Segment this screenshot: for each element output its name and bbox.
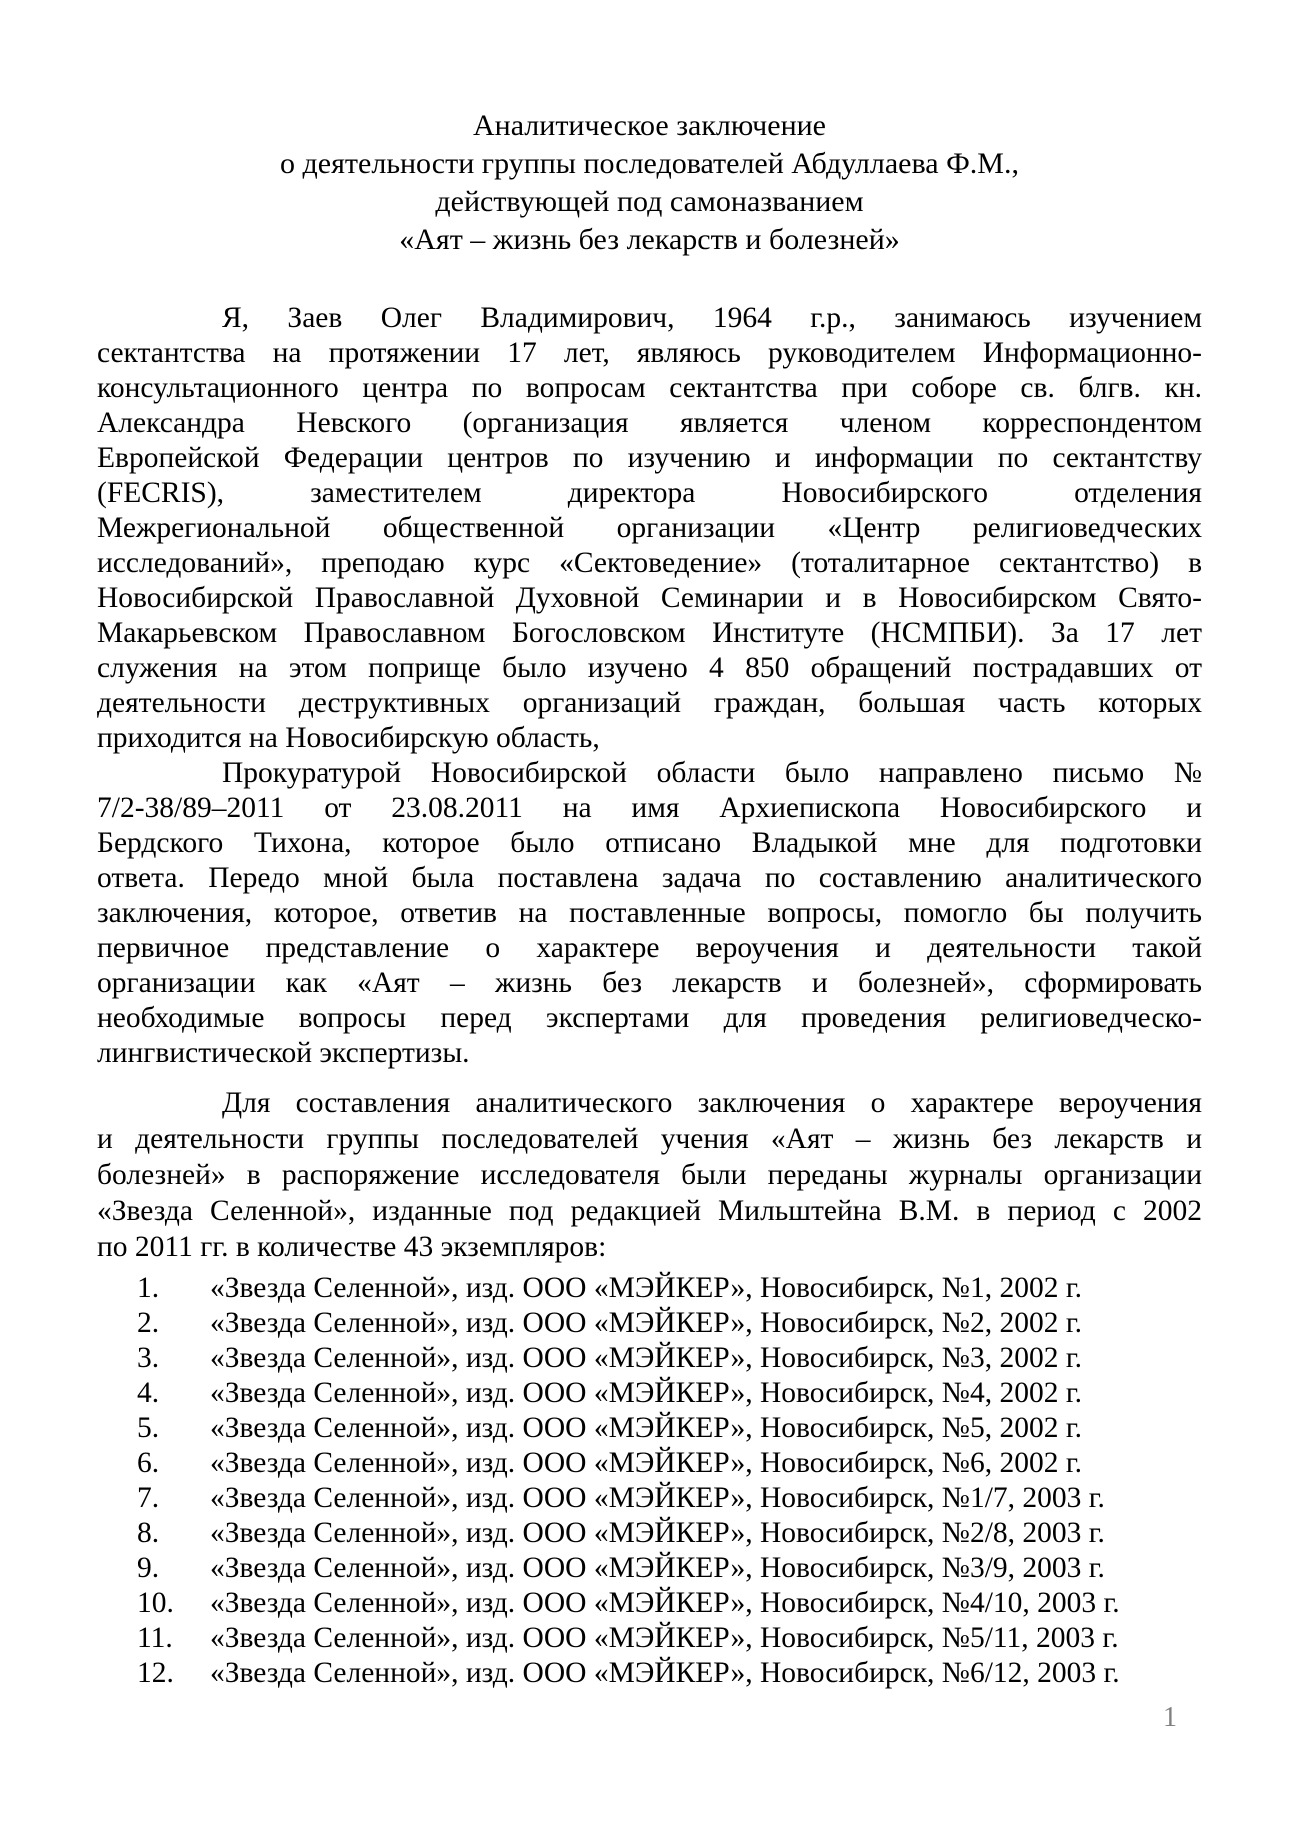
list-item-number: 9. [137,1552,160,1584]
text-line: по 2011 гг. в количестве 43 экземпляров: [97,1231,607,1263]
text-line: Для составления аналитического заключения о характере вероучения [222,1087,1202,1119]
text-line: «Звезда Селенной», изданные под редакцией Мильштейна В.М. в период с 2002 [97,1195,1202,1227]
text-line: Бердского Тихона, которое было отписано Владыкой мне для подготовки [97,827,1202,859]
title-line: Аналитическое заключение [473,109,826,142]
list-item-number: 3. [137,1342,160,1374]
list-item-number: 6. [137,1447,160,1479]
text-line: служения на этом поприще было изучено 4 850 обращений пострадавших от [97,652,1202,684]
list-item [97,1376,1202,1411]
text-line: Я, Заев Олег Владимирович, 1964 г.р., занимаюсь изучением [222,302,1202,334]
list-item-text: «Звезда Селенной», изд. ООО «МЭЙКЕР», Новосибирск, №3/9, 2003 г. [210,1552,1105,1584]
list-item [97,1516,1202,1551]
paragraph-intro [97,301,1202,756]
list-item-text: «Звезда Селенной», изд. ООО «МЭЙКЕР», Новосибирск, №1/7, 2003 г. [210,1482,1105,1514]
list-item [97,1306,1202,1341]
list-item-text: «Звезда Селенной», изд. ООО «МЭЙКЕР», Новосибирск, №4/10, 2003 г. [210,1587,1120,1619]
list-item [97,1586,1202,1621]
text-line: необходимые вопросы перед экспертами для проведения религиоведческо- [97,1002,1202,1034]
text-line: ответа. Передо мной была поставлена задача по составлению аналитического [97,862,1202,894]
list-item-number: 4. [137,1377,160,1409]
text-line: консультационного центра по вопросам сектантства при соборе св. блгв. кн. [97,372,1202,404]
text-line: лингвистической экспертизы. [97,1037,470,1069]
text-line: организации как «Аят – жизнь без лекарств и болезней», сформировать [97,967,1202,999]
paragraph-materials [97,1085,1202,1265]
list-item-text: «Звезда Селенной», изд. ООО «МЭЙКЕР», Новосибирск, №1, 2002 г. [210,1272,1082,1304]
text-line: болезней» в распоряжение исследователя были переданы журналы организации [97,1159,1202,1191]
text-line: деятельности деструктивных организаций граждан, большая часть которых [97,687,1202,719]
list-item [97,1551,1202,1586]
list-item [97,1271,1202,1306]
list-item [97,1621,1202,1656]
list-item-number: 12. [137,1657,174,1689]
numbered-list [97,1271,1202,1691]
text-line: заключения, которое, ответив на поставленные вопросы, помогло бы получить [97,897,1202,929]
title-line: «Аят – жизнь без лекарств и болезней» [399,223,900,256]
list-item [97,1411,1202,1446]
list-item-text: «Звезда Селенной», изд. ООО «МЭЙКЕР», Новосибирск, №2/8, 2003 г. [210,1517,1105,1549]
title-line: о деятельности группы последователей Абдуллаева Ф.М., [280,147,1019,180]
text-line: исследований», преподаю курс «Сектоведение» (тоталитарное сектантство) в [97,547,1202,579]
list-item-number: 7. [137,1482,160,1514]
text-line: (FECRIS), заместителем директора Новосибирского отделения [97,477,1202,509]
list-item-text: «Звезда Селенной», изд. ООО «МЭЙКЕР», Новосибирск, №2, 2002 г. [210,1307,1082,1339]
text-line: 7/2-38/89–2011 от 23.08.2011 на имя Архиепископа Новосибирского и [97,792,1202,824]
text-line: и деятельности группы последователей учения «Аят – жизнь без лекарств и [97,1123,1202,1155]
document-body [97,0,1202,1691]
page-number: 1 [1163,1702,1177,1733]
list-item-text: «Звезда Селенной», изд. ООО «МЭЙКЕР», Новосибирск, №4, 2002 г. [210,1377,1082,1409]
list-item-text: «Звезда Селенной», изд. ООО «МЭЙКЕР», Новосибирск, №3, 2002 г. [210,1342,1082,1374]
text-line: приходится на Новосибирскую область, [97,722,600,754]
text-line: Межрегиональной общественной организации «Центр религиоведческих [97,512,1202,544]
title-line: действующей под самоназванием [435,185,864,218]
list-item-text: «Звезда Селенной», изд. ООО «МЭЙКЕР», Новосибирск, №6, 2002 г. [210,1447,1082,1479]
list-item [97,1446,1202,1481]
list-item-number: 2. [137,1307,160,1339]
text-line: Александра Невского (организация является членом корреспондентом [97,407,1202,439]
paragraph-prosecutor-letter [97,756,1202,1071]
list-item-number: 8. [137,1517,160,1549]
text-line: первичное представление о характере вероучения и деятельности такой [97,932,1202,964]
text-line: Новосибирской Православной Духовной Семинарии и в Новосибирском Свято- [97,582,1202,614]
text-line: Прокуратурой Новосибирской области было направлено письмо № [222,757,1202,789]
list-item [97,1656,1202,1691]
list-item [97,1341,1202,1376]
list-item-number: 10. [137,1587,174,1619]
list-item-text: «Звезда Селенной», изд. ООО «МЭЙКЕР», Новосибирск, №5/11, 2003 г. [210,1622,1119,1654]
list-item-number: 5. [137,1412,160,1444]
list-item [97,1481,1202,1516]
list-item-number: 11. [137,1622,173,1654]
text-line: сектантства на протяжении 17 лет, являюсь руководителем Информационно- [97,337,1202,369]
document-title [97,107,1202,259]
list-item-text: «Звезда Селенной», изд. ООО «МЭЙКЕР», Новосибирск, №5, 2002 г. [210,1412,1082,1444]
text-line: Макарьевском Православном Богословском Институте (НСМПБИ). За 17 лет [97,617,1202,649]
list-item-number: 1. [137,1272,160,1304]
text-line: Европейской Федерации центров по изучению и информации по сектантству [97,442,1202,474]
list-item-text: «Звезда Селенной», изд. ООО «МЭЙКЕР», Новосибирск, №6/12, 2003 г. [210,1657,1120,1689]
